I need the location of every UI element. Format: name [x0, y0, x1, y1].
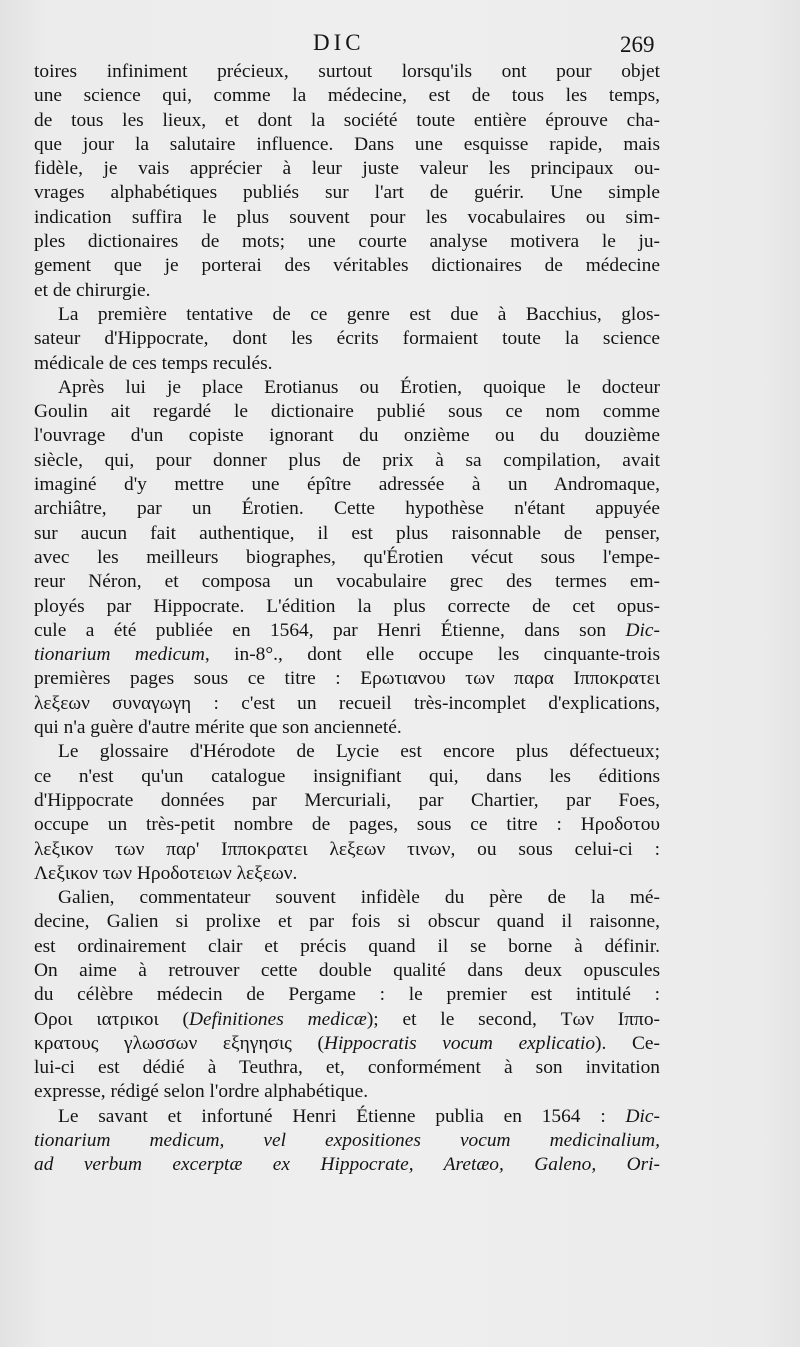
- text-line: Galien, commentateur souvent infidèle du père de la mé-: [58, 887, 660, 909]
- text-span: ). Ce-: [595, 1032, 660, 1054]
- text-line: sateur d'Hippocrate, dont les écrits formaient toute la science: [34, 328, 660, 350]
- text-line: Λεξικον των Ηροδοτειων λεξεων.: [34, 862, 298, 884]
- italic-span: ad verbum excerptæ ex Hippocrate, Aretæo, Galeno, Ori-: [34, 1154, 660, 1176]
- text-line: λεξεων συναγωγη : c'est un recueil très-incomplet d'explications,: [34, 692, 660, 714]
- text-line: que jour la salutaire influence. Dans une esquisse rapide, mais: [34, 133, 660, 155]
- text-line: reur Néron, et composa un vocabulaire grec des termes em-: [34, 571, 660, 593]
- text-line: et de chirurgie.: [34, 279, 151, 301]
- text-line: [34, 1032, 660, 1056]
- italic-span: Definitiones medicæ: [189, 1008, 367, 1030]
- text-line: [34, 1008, 660, 1032]
- text-line: λεξικον των παρ' Ιπποκρατει λεξεων τινων, ou sous celui-ci :: [34, 838, 660, 860]
- text-line: est ordinairement clair et précis quand il se borne à définir.: [34, 935, 660, 957]
- text-line: vrages alphabétiques publiés sur l'art de guérir. Une simple: [34, 182, 660, 204]
- text-line: expresse, rédigé selon l'ordre alphabétique.: [34, 1081, 369, 1103]
- text-line: une science qui, comme la médecine, est de tous les temps,: [34, 85, 660, 107]
- text-line: archiâtre, par un Érotien. Cette hypothèse n'étant appuyée: [34, 498, 660, 520]
- text-body: [34, 60, 660, 1178]
- text-line: d'Hippocrate données par Mercuriali, par Chartier, par Foes,: [34, 789, 660, 811]
- text-line: indication suffira le plus souvent pour les vocabulaires ou sim-: [34, 206, 660, 228]
- text-line: decine, Galien si prolixe et par fois si obscur quand il raisonne,: [34, 911, 660, 933]
- text-line: gement que je porterai des véritables dictionaires de médecine: [34, 255, 660, 277]
- text-span: , in-8°., dont elle occupe les cinquante-trois: [204, 644, 660, 666]
- text-span: κρατους γλωσσων εξηγησις (: [34, 1032, 324, 1054]
- text-line: On aime à retrouver cette double qualité dans deux opuscules: [34, 959, 660, 981]
- text-line: [34, 619, 660, 643]
- text-line: l'ouvrage d'un copiste ignorant du onzième ou du douzième: [34, 425, 660, 447]
- text-span: Le savant et infortuné Henri Étienne publia en 1564 :: [58, 1105, 626, 1127]
- italic-span: Dic-: [625, 619, 660, 641]
- text-line: médicale de ces temps reculés.: [34, 352, 273, 374]
- text-span: cule a été publiée en 1564, par Henri Étienne, dans son: [34, 619, 626, 641]
- text-line: [34, 1105, 660, 1129]
- text-line: occupe un très-petit nombre de pages, sous ce titre : Ηροδοτου: [34, 814, 660, 836]
- italic-span: Dic-: [625, 1105, 660, 1127]
- text-line: fidèle, je vais apprécier à leur juste valeur les principaux ou-: [34, 158, 660, 180]
- text-line: du célèbre médecin de Pergame : le premier est intitulé :: [34, 984, 660, 1006]
- text-line: [34, 1153, 660, 1177]
- italic-span: tionarium medicum: [34, 644, 205, 666]
- text-line: Le glossaire d'Hérodote de Lycie est encore plus défectueux;: [58, 741, 660, 763]
- text-line: [34, 1129, 660, 1153]
- text-line: La première tentative de ce genre est due à Bacchius, glos-: [58, 303, 660, 325]
- text-line: qui n'a guère d'autre mérite que son ancienneté.: [34, 717, 402, 739]
- text-line: premières pages sous ce titre : Ερωτιανου των παρα Ιπποκρατει: [34, 668, 660, 690]
- text-line: [34, 643, 660, 667]
- text-line: ce n'est qu'un catalogue insignifiant qui, dans les éditions: [34, 765, 660, 787]
- text-line: ployés par Hippocrate. L'édition la plus correcte de cet opus-: [34, 595, 660, 617]
- text-line: lui-ci est dédié à Teuthra, et, conformément à son invitation: [34, 1057, 660, 1079]
- text-span: Οροι ιατρικοι (: [34, 1008, 189, 1030]
- text-span: ); et le second, Των Ιππο-: [366, 1008, 660, 1030]
- text-line: Après lui je place Erotianus ou Érotien, quoique le docteur: [58, 376, 660, 398]
- text-line: avec les meilleurs biographes, qu'Érotien vécut sous l'empe-: [34, 546, 660, 568]
- text-line: Goulin ait regardé le dictionaire publié sous ce nom comme: [34, 401, 660, 423]
- page-number: 269: [620, 32, 655, 57]
- text-line: toires infiniment précieux, surtout lorsqu'ils ont pour objet: [34, 61, 660, 82]
- text-line: imaginé d'y mettre une épître adressée à un Andromaque,: [34, 474, 660, 496]
- italic-span: tionarium medicum, vel expositiones vocum medicinalium,: [34, 1130, 660, 1152]
- text-line: ples dictionaires de mots; une courte analyse motivera le ju-: [34, 231, 660, 253]
- running-header: [0, 30, 800, 62]
- running-title: DIC: [313, 30, 365, 55]
- text-line: de tous les lieux, et dont la société toute entière éprouve cha-: [34, 109, 660, 131]
- text-line: siècle, qui, pour donner plus de prix à sa compilation, avait: [34, 449, 660, 471]
- italic-span: Hippocratis vocum explicatio: [323, 1032, 596, 1054]
- text-line: sur aucun fait authentique, il est plus raisonnable de penser,: [34, 522, 660, 544]
